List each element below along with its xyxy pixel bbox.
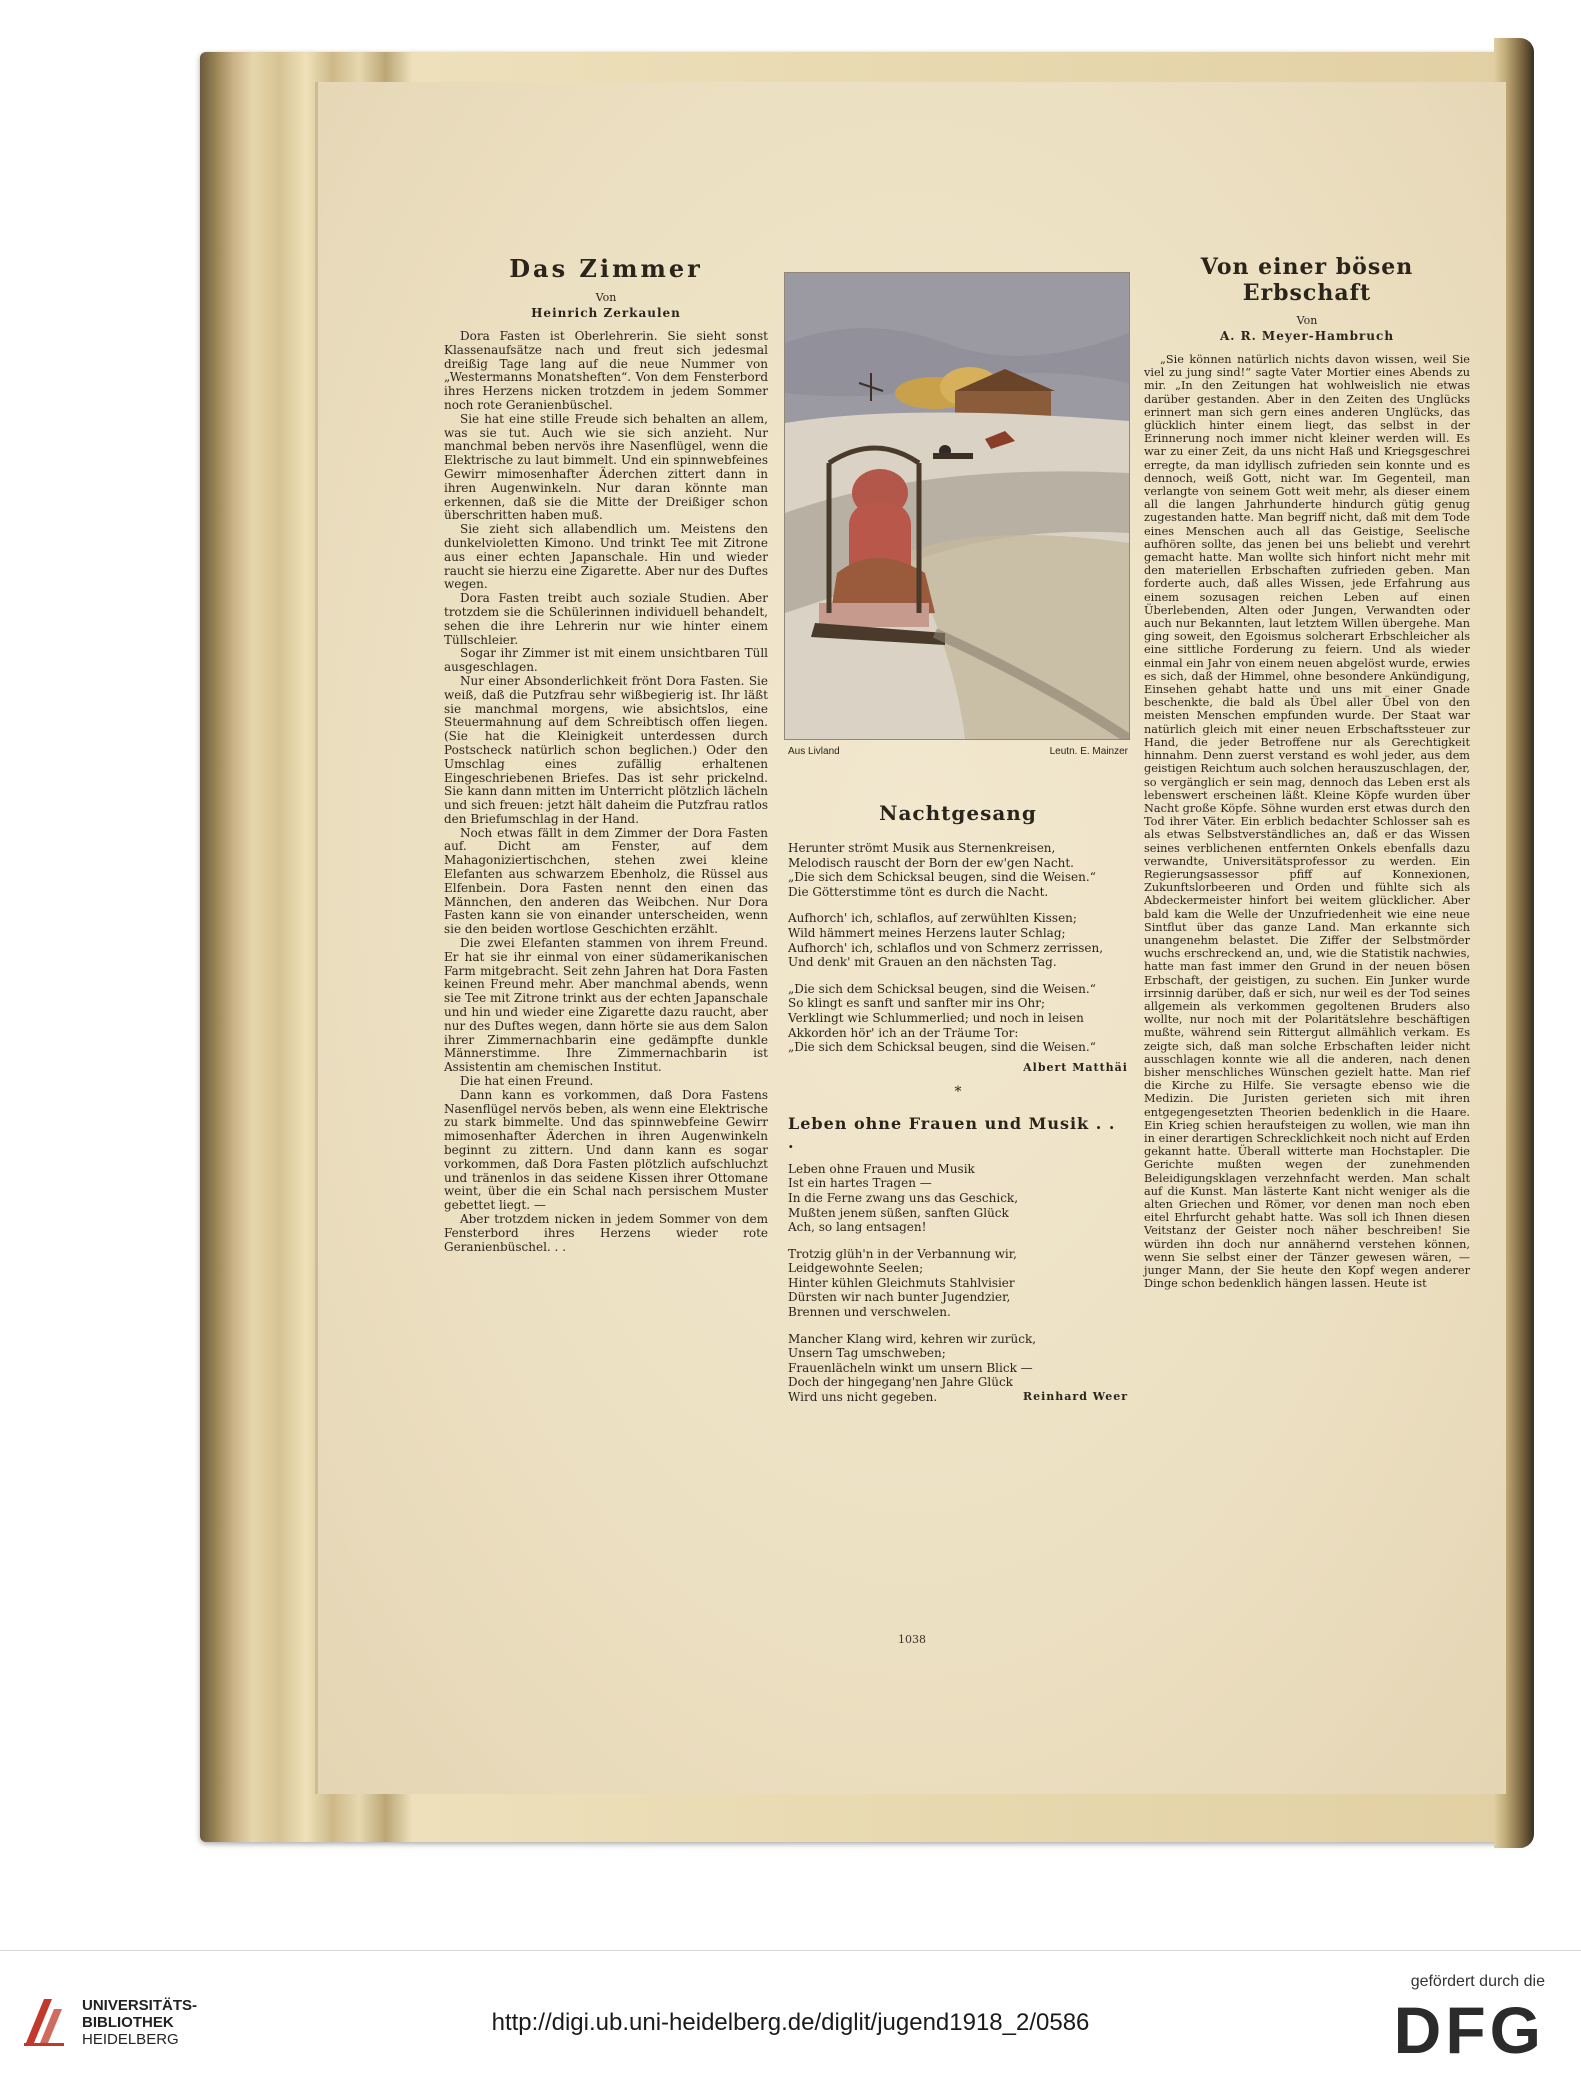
poem-stanza — [788, 841, 1128, 899]
caption-artist: Leutn. E. Mainzer — [1049, 746, 1128, 757]
article-das-zimmer — [444, 254, 768, 1254]
page-number: 1038 — [898, 1633, 926, 1646]
paragraph: Dora Fasten ist Oberlehrerin. Sie sieht sonst Klassenaufsätze nach und freut sich jedesmal dreißig Tage lang auf die neue Nummer von „Westermanns Monatsheften“. Von dem Fensterbord ihres Herzens nicken trotzdem in jedem Sommer noch rote Geranienbüschel. — [444, 329, 768, 412]
poem-line: Aufhorch' ich, schlaflos und von Schmerz zerrissen, — [788, 940, 1104, 955]
poem-line: Melodisch rauscht der Born der ew'gen Nacht. — [788, 855, 1074, 870]
paragraph: Noch etwas fällt in dem Zimmer der Dora Fasten auf. Dicht am Fenster, auf dem Mahagoniziertischchen, stehen zwei kleine Elefanten aus schwarzem Ebenholz, die Rüssel aus Elfenbein. Dora Fasten nennt den einen das Männchen, den anderen das Weibchen. Nur Dora Fasten kann sie von einander unterscheiden, wenn sie den beiden wortlose Geschichten erzählt. — [444, 825, 768, 937]
magazine-page — [318, 82, 1506, 1794]
poem-line: Akkorden hör' ich an der Träume Tor: — [788, 1025, 1019, 1040]
poem-line: Unsern Tag umschweben; — [788, 1346, 946, 1361]
paragraph: Sie zieht sich allabendlich um. Meistens den dunkelvioletten Kimono. Und trinkt Tee mit Zitrone aus einer echten Japanschale. Hin und wieder raucht sie hierzu eine Zigarette. Aber nur des Duftes wegen. — [444, 522, 768, 592]
poem-line: Mußten jenem süßen, sanften Glück — [788, 1205, 1009, 1220]
paragraph: Sie hat eine stille Freude sich behalten an allem, was sie tut. Auch wie sie sich anzieht. Nur manchmal beben nervös ihre Nasenflügel, wenn die Elektrische zu laut bimmelt. Und ein spinnwebfeines Gewirr mimosenhafter Äderchen zittert dann in ihren Augenwinkeln. Nur daran könnte man erkennen, daß sie die Mitte der Dreißiger schon überschritten haben muß. — [444, 411, 768, 523]
poem-line: Herunter strömt Musik aus Sternenkreisen, — [788, 841, 1056, 855]
sponsor-label: gefördert durch die — [1410, 1973, 1545, 1990]
poem-line: „Die sich dem Schicksal beugen, sind die Weisen.“ — [788, 1040, 1096, 1055]
poem-line: In die Ferne zwang uns das Geschick, — [788, 1190, 1019, 1205]
institution-line: BIBLIOTHEK — [82, 2014, 174, 2031]
viewer-footer — [0, 1950, 1581, 2088]
paragraph: Die zwei Elefanten stammen von ihrem Freund. Er hat sie ihr einmal von einer südamerikanischen Farm mitgebracht. Seit zehn Jahren hat Dora Fasten keinen Freund mehr. Aber manchmal abends, wenn sie Tee mit Zitrone trinkt aus der echten Japanschale und hin und wieder eine Zigarette dazu raucht, aber nur des Duftes wegen, dann hörte sie aus dem Salon ihrer Zimmernachbarin eine gedämpfte dunkle Männerstimme. Ihre Zimmernachbarin ist Assistentin am chemischen Institut. — [444, 936, 768, 1075]
paragraph: Aber trotzdem nicken in jedem Sommer von dem Fensterbord ihres Herzens wieder rote Geranienbüschel. . . — [444, 1212, 768, 1254]
poem-line: Aufhorch' ich, schlaflos, auf zerwühlten Kissen; — [788, 911, 1077, 926]
poem-line: Leidgewohnte Seelen; — [788, 1261, 924, 1276]
poem-line: Ist ein hartes Tragen — — [788, 1176, 932, 1191]
article-byline: Von — [595, 291, 617, 304]
paragraph: Die hat einen Freund. — [460, 1074, 594, 1089]
institution-line: HEIDELBERG — [82, 2031, 179, 2048]
article-author: Heinrich Zerkaulen — [531, 306, 681, 320]
illustration-aus-livland — [784, 272, 1130, 740]
poem-line: Brennen und verschwelen. — [788, 1305, 951, 1320]
illustration-caption — [788, 746, 1128, 757]
paragraph: Sogar ihr Zimmer ist mit einem unsichtbaren Tüll ausgeschlagen. — [444, 646, 768, 675]
article-title: Das Zimmer — [509, 254, 703, 283]
institution-line: UNIVERSITÄTS- — [82, 1997, 198, 2014]
paragraph: Dann kann es vorkommen, daß Dora Fastens Nasenflügel nervös beben, als wenn eine Elektrische zu stark bimmelte. Und das spinnwebfeine Gewirr mimosenhafter Äderchen in ihren Augenwinkeln beginnt zu zittern. Und dann kann es sogar vorkommen, daß Dora Fasten plötzlich aufschluchzt und tränenlos in das seidene Kissen ihrer Ottomane weint, über die ein Schal nach persischem Muster gebettet liegt. — — [444, 1087, 768, 1213]
poem-line: Wild hämmert meines Herzens lauter Schlag; — [788, 925, 1066, 940]
sleigh-painting — [785, 273, 1129, 739]
poem-author: Albert Matthäi — [1023, 1060, 1128, 1074]
poem-stanza — [788, 1247, 1128, 1320]
poem-line: Dürsten wir nach bunter Jugendzier, — [788, 1290, 1011, 1305]
poem-author: Reinhard Weer — [1022, 1390, 1128, 1404]
article-byline: Von — [1296, 314, 1318, 327]
poem-stanza — [788, 1332, 1128, 1405]
paragraph: „Sie können natürlich nichts davon wissen, weil Sie viel zu jung sind!“ sagte Vater Mortier eines Abends zu mir. „In den Zeitungen hat wohlweislich nie etwas darüber gestanden. Aber in den Zeiten des Unglücks erinnert man sich gern eines anderen Unglücks, das glücklich hinter einem liegt, das selbst in der Erinnerung noch immer nicht kleiner werden will. Es war zu einer Zeit, da uns nicht Haß und Kriegsgeschrei erregte, da man idyllisch zufrieden sein konnte und es dennoch, weiß Gott, nicht war. Im Gegenteil, man verlangte von seinem Gott weit mehr, als dieser einem all die langen Jahrhunderte hindurch gütig genug zugestanden hatte. Man begriff nicht, daß mit dem Tode eines Menschen auch all das Geistige, Seelische aufhören sollte, das jenen bei uns beliebt und verehrt gemacht hatte. Man wollte sich hinfort nicht mehr mit den materiellen Erbschaften zufrieden geben. Man forderte auch, daß alles Wissen, jede Erfahrung aus einem sozusagen reichen Leben auf einen Überlebenden, Alten oder Jungen, Verwandten oder auch nur Bekannten, laut letztem Willen übergehe. Man ging soweit, den Egoismus solcherart Erbschleicher als eine sittliche Forderung zu feiern. Und als wieder einmal ein Jahr von einem neuen abgelöst wurde, erwies es sich, daß der Himmel, ohne besondere Ankündigung, Einsehen gehabt hatte und uns mit einer Gnade beschenkte, die bald als Übel aller Übel von den meisten Menschen empfunden wurde. Der Staat war natürlich gleich mit einer neuen Erbschaftssteuer zur Hand, die jeder Betroffene nur als Gerechtigkeit hinnahm. Denn zuerst verstand es wohl jeder, aus dem geistigen Reichtum auch solchen herauszuschlagen, der, so vergänglich er sein mag, dennoch das Leben erst als lebenswert erscheinen läßt. Kleine Köpfe wurden über Nacht große Köpfe. Söhne wurden erst etwas durch den Tod ihrer Väter. Ein erblich bedachter Schlosser sah es als etwas Selbstverständliches an, daß er das Wissen seines verblichenen entfernten Onkels ebenfalls dazu verwandte, Universitätsprofessor zu werden. Ein Regierungsassessor pfiff auf Konnexionen, Zukunftslorbeeren und Orden und fühlte sich als Abdeckermeister hinfort bei weitem glücklicher. Aber bald kam die Welle der Unzufriedenheit wie eine neue Sintflut über das ganze Land. Man erkannte sich unangenehm belastet. Die Ziffer der Selbstmörder wuchs erschreckend an, und, wie die Statistik nachwies, hatte man fast immer den Grund in der neuen bösen Erbschaft, der geistigen, zu suchen. Ein Junker wurde irrsinnig darüber, daß er sich, nur weil es der Tod seines allgemein als verkommen gegoltenen Bruders also wollte, nur noch mit der Polaritätslehre beschäftigen mußte, während sein Rittergut allmählich verkam. Es zeigte sich, daß man solche Erbschaften leider nicht ausschlagen konnte wie all die anderen, nach denen bisher menschliches Wünschen gezielt hatte. Man rief die Kirche zu Hilfe. Sie versagte ebenso wie die Medizin. Die Juristen gerieten sich mit ihren entgegengesetzten Theorien bedenklich in die Haare. Ein Krieg schien heraufsteigen zu wollen, wie man ihn in einer derartigen Schrecklichkeit noch nicht auf Erden gekannt hatte. Überall witterte man Hochstapler. Die Gerichte mußten wegen der zunehmenden Beleidigungsklagen verzehnfacht werden. Man schalt auf die Kunst. Man lästerte Kant nicht weniger als die alten Griechen und Römer, vor denen man noch eben eitel Ehrfurcht gehabt hatte. Was soll ich Ihnen diesen Veitstanz der Geister noch näher beschreiben! Sie würden ihn doch nur annähernd verstehen können, wenn Sie selbst einer der Tänzer gewesen wären, — junger Mann, der Sie heute den Kopf wegen anderer Dinge schon bedenklich hängen lassen. Heute ist — [1144, 353, 1470, 1291]
poem-line: Trotzig glüh'n in der Verbannung wir, — [788, 1246, 1017, 1261]
article-author: A. R. Meyer-Hambruch — [1219, 329, 1395, 343]
poem-line: Verklingt wie Schlummerlied; und noch in leisen — [788, 1010, 1084, 1025]
poem-line: So klingt es sanft und sanfter mir ins Ohr; — [788, 996, 1046, 1011]
poem-line: Leben ohne Frauen und Musik — [788, 1161, 975, 1176]
poem-line: Die Götterstimme tönt es durch die Nacht. — [788, 884, 1049, 899]
poem-stanza — [788, 1162, 1128, 1235]
poem-line: Hinter kühlen Gleichmuts Stahlvisier — [788, 1275, 1015, 1290]
poem-stanza — [788, 911, 1128, 969]
poem-title: Leben ohne Frauen und Musik . . . — [788, 1113, 1116, 1152]
caption-title: Aus Livland — [788, 746, 840, 757]
poem-line: Frauenlächeln winkt um unsern Blick — — [788, 1360, 1033, 1375]
poem-line-text: Wird uns nicht gegeben. — [788, 1390, 938, 1405]
poem-line: „Die sich dem Schicksal beugen, sind die Weisen.“ — [788, 981, 1096, 996]
paragraph: Dora Fasten treibt auch soziale Studien. Aber trotzdem sie die Schülerinnen individuell behandelt, sehen die ihre Lehrerin nur wie hinter einem Tüllschleier. — [444, 591, 768, 647]
poem-stanza — [788, 982, 1128, 1055]
sponsor-block[interactable] — [1394, 1973, 1545, 2065]
poem-line: „Die sich dem Schicksal beugen, sind die Weisen.“ — [788, 870, 1096, 885]
permalink-url[interactable]: http://digi.ub.uni-heidelberg.de/diglit/jugend1918_2/0586 — [491, 2009, 1090, 2036]
poem-line — [788, 1390, 1128, 1405]
section-separator: * — [954, 1083, 962, 1100]
poem-title: Nachtgesang — [879, 801, 1037, 825]
poem-line: Ach, so lang entsagen! — [788, 1220, 927, 1235]
dfg-logo: DFG — [1393, 1993, 1545, 2067]
poem-line: Und denk' mit Grauen an den nächsten Tag. — [788, 955, 1057, 970]
article-title: Von einer bösen Erbschaft — [1200, 254, 1414, 306]
paragraph: Nur einer Absonderlichkeit frönt Dora Fasten. Sie weiß, daß die Putzfrau sehr wißbegierig ist. Ihr läßt sie manchmal morgens, wie absichtslos, eine Steuermahnung auf dem Schreibtisch offen liegen. (Sie hat die Kleinigkeit unterdessen durch Postscheck natürlich schon beglichen.) Oder den Umschlag eines zufällig erhaltenen Eingeschriebenen Briefes. Das ist sehr prickelnd. Sie kann dann mitten im Unterricht plötzlich lächeln und sich freuen: jetzt hält daheim die Putzfrau ratlos den Briefumschlag in der Hand. — [444, 673, 768, 826]
poem-line: Mancher Klang wird, kehren wir zurück, — [788, 1331, 1037, 1346]
article-boese-erbschaft — [1144, 254, 1470, 1290]
poem-line: Doch der hingegang'nen Jahre Glück — [788, 1375, 1013, 1390]
middle-column — [788, 262, 1128, 1417]
